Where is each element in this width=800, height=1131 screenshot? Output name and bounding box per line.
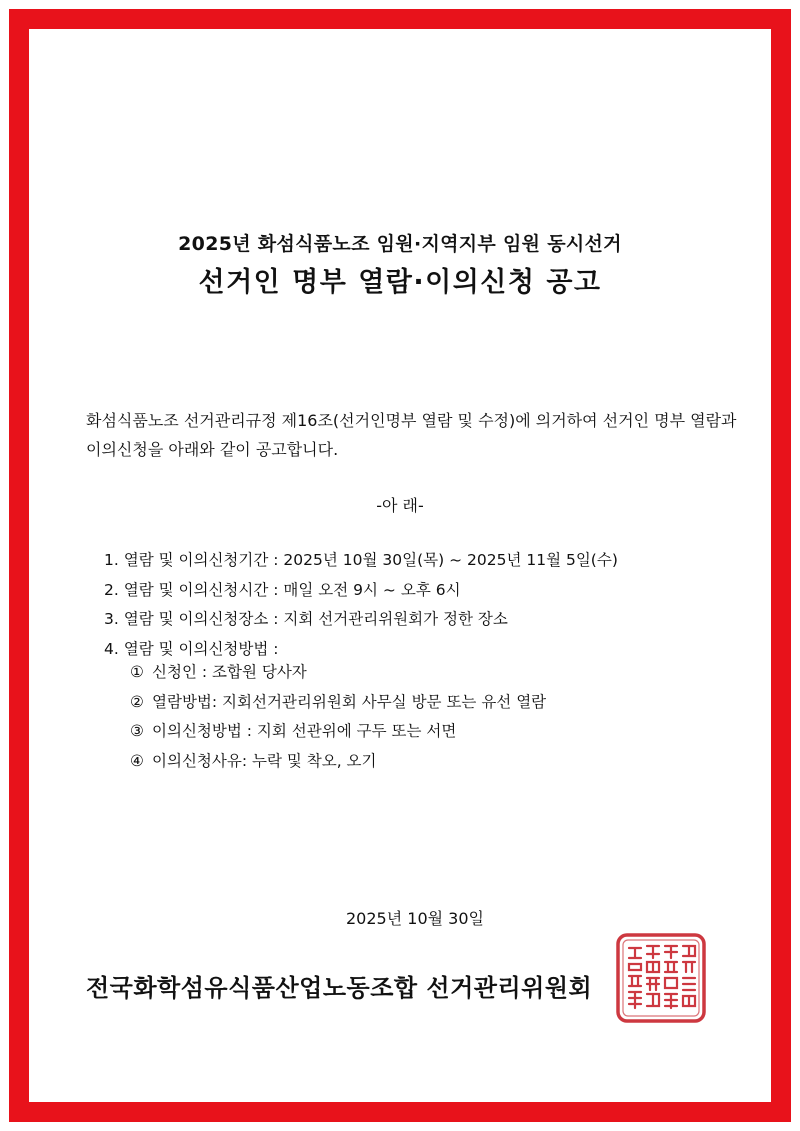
notice-date: 2025년 10월 30일 xyxy=(346,909,484,928)
sub-list-item xyxy=(130,658,546,688)
section-heading: -아 래- xyxy=(376,496,424,515)
circled-number: ① xyxy=(130,663,144,681)
item-text: 열람 및 이의신청방법 : xyxy=(123,639,279,658)
official-seal xyxy=(615,932,707,1024)
circled-number: ④ xyxy=(130,751,144,770)
sub-list-item xyxy=(130,717,546,747)
seal-stamp-icon xyxy=(615,932,707,1024)
list-item xyxy=(104,605,618,635)
method-sub-items xyxy=(130,658,546,776)
item-text: 열람 및 이의신청기간 : 2025년 10월 30일(목) ~ 2025년 11월 5일(수) xyxy=(123,551,618,569)
sub-item-text: 이의신청사유: 누락 및 착오, 오기 xyxy=(152,751,377,770)
notice-items xyxy=(104,546,618,664)
circled-number: ② xyxy=(130,692,144,711)
list-item xyxy=(104,576,618,606)
item-number: 2. xyxy=(104,580,119,599)
list-item xyxy=(104,546,618,576)
sub-list-item xyxy=(130,747,546,777)
item-number: 3. xyxy=(104,610,119,628)
document-title: 선거인 명부 열람·이의신청 공고 xyxy=(198,267,602,298)
item-text: 열람 및 이의신청시간 : 매일 오전 9시 ~ 오후 6시 xyxy=(123,580,461,599)
item-text: 열람 및 이의신청장소 : 지회 선거관리위원회가 정한 장소 xyxy=(123,610,508,628)
sub-item-text: 열람방법: 지회선거관리위원회 사무실 방문 또는 유선 열람 xyxy=(152,692,547,711)
sub-list-item xyxy=(130,688,546,718)
document-subtitle: 2025년 화섬식품노조 임원·지역지부 임원 동시선거 xyxy=(178,233,622,255)
sub-item-text: 이의신청방법 : 지회 선관위에 구두 또는 서면 xyxy=(152,722,457,740)
circled-number: ③ xyxy=(130,722,144,740)
sub-item-text: 신청인 : 조합원 당사자 xyxy=(152,663,307,681)
intro-paragraph: 화섬식품노조 선거관리규정 제16조(선거인명부 열람 및 수정)에 의거하여 선거인 명부 열람과 이의신청을 아래와 같이 공고합니다. xyxy=(86,411,737,459)
organization-name: 전국화학섬유식품산업노동조합 선거관리위원회 xyxy=(86,974,593,1002)
item-number: 1. xyxy=(104,551,119,569)
item-number: 4. xyxy=(104,639,119,658)
